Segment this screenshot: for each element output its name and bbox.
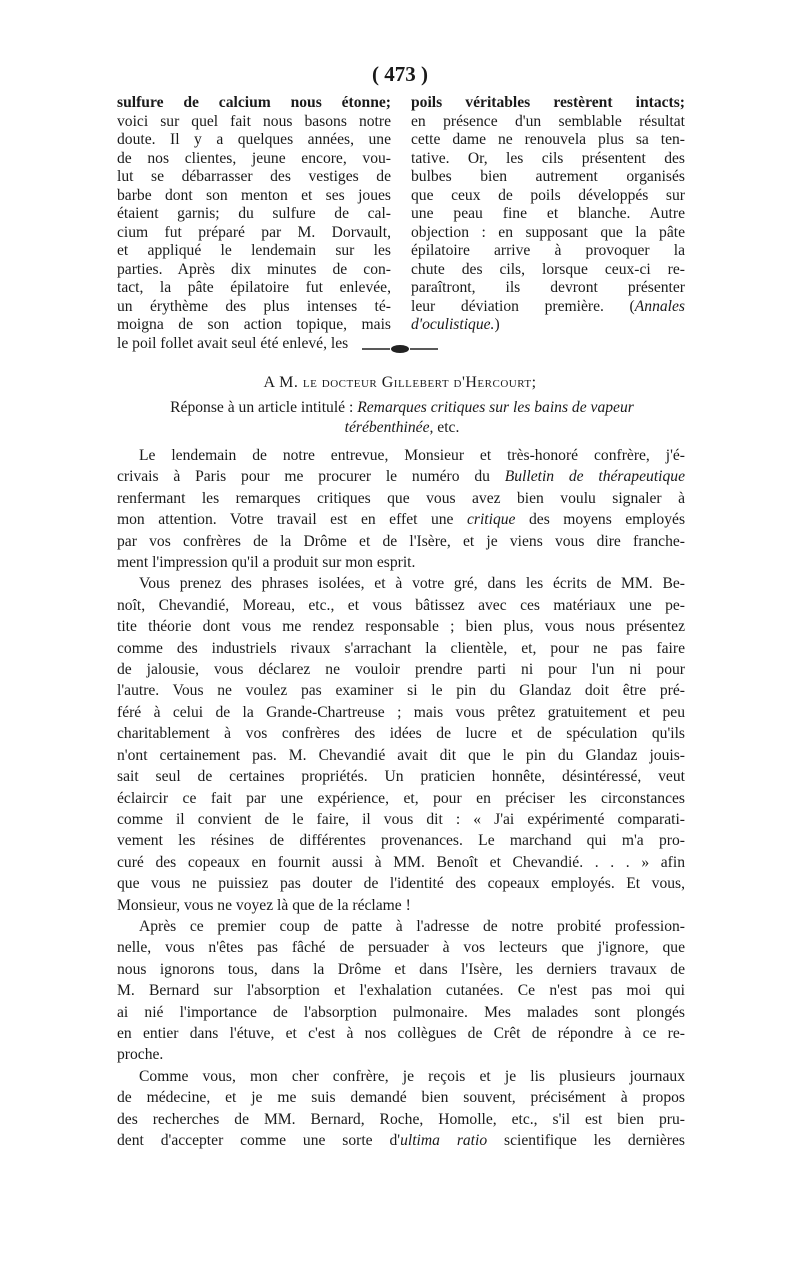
text-line: des recherches de MM. Bernard, Roche, Homolle, etc., s'il est bien pru- <box>117 1110 685 1128</box>
text-line: comme il convient de le faire, il vous dit : « J'ai expérimenté comparati- <box>117 810 685 828</box>
text-line: un érythème des plus intenses té- <box>117 297 391 315</box>
text-line: féré à celui de la Grande-Chartreuse ; mais vous prêtez gratuitement et peu <box>117 703 685 721</box>
text-line: curé des copeaux en fournit aussi à MM. Benoît et Chevandié. . . . » afin <box>117 853 685 871</box>
text-line: ment l'impression qu'il a produit sur mon esprit. <box>117 554 416 572</box>
letter-heading <box>0 374 800 392</box>
text-line: par vos confrères de la Drôme et de l'Isère, et je viens vous dire franche- <box>117 532 685 550</box>
article-title: térébenthinée, <box>344 419 434 436</box>
text-line: de médecine, et je me suis demandé bien souvent, précisément à propos <box>117 1089 685 1107</box>
text-line: ai nié l'importance de l'absorption pulmonaire. Mes malades sont plongés <box>117 1003 685 1021</box>
text-line: poils véritables restèrent intacts; <box>411 94 685 111</box>
subheading-tail: etc. <box>437 419 460 436</box>
text-line: barbe dont son menton et ses joues <box>117 186 391 204</box>
text-line: parties. Après dix minutes de con- <box>117 260 391 278</box>
text-run: ) <box>494 316 500 333</box>
text-run: mon attention. Votre travail est en effet une <box>117 511 454 529</box>
heading-prefix: A M. <box>263 374 299 391</box>
left-column <box>117 94 391 353</box>
text-line: moigna de son action topique, mais <box>117 316 391 333</box>
two-column-section <box>117 94 687 352</box>
right-column <box>411 94 685 335</box>
text-line: épilatoire arrive à provoquer la <box>411 242 685 259</box>
text-line: doute. Il y a quelques années, une <box>117 131 391 148</box>
text-run: dent d'accepter comme une sorte d' <box>117 1132 401 1149</box>
letter-body <box>117 445 685 1151</box>
text-line: objection : en supposant que la pâte <box>411 223 685 241</box>
journal-title: d'oculistique. <box>411 316 495 333</box>
text-line: chute des cils, lorsque ceux-ci re- <box>411 260 685 278</box>
text-line: l'autre. Vous ne voulez pas examiner si le pin du Glandaz doit être pré- <box>117 682 685 700</box>
text-line <box>117 466 685 487</box>
text-line: renfermant les remarques critiques que vous avez bien voulu signaler à <box>117 489 685 507</box>
text-line: M. Bernard sur l'absorption et l'exhalation cutanées. Ce n'est pas moi qui <box>117 982 685 1000</box>
text-line: nous ignorons tous, dans la Drôme et dans l'Isère, les derniers travaux de <box>117 960 685 978</box>
text-line: tact, la pâte épilatoire fut enlevée, <box>117 279 391 296</box>
text-line: cium fut préparé par M. Dorvault, <box>117 223 391 241</box>
emphasis: critique <box>466 511 516 529</box>
letter-subheading <box>117 398 687 438</box>
text-line: que ceux de poils développés sur <box>411 186 685 204</box>
text-run: des moyens employés <box>528 511 686 529</box>
text-line: de nos clientes, jeune encore, vou- <box>117 149 391 167</box>
text-line: cette dame ne renouvela plus sa ten- <box>411 131 685 148</box>
text-line <box>411 316 685 335</box>
text-line: étaient garnis; du sulfure de cal- <box>117 205 391 222</box>
text-line: Après ce premier coup de patte à l'adresse de notre probité profession- <box>139 917 685 935</box>
text-line: paraîtront, ils devront présenter <box>411 279 685 296</box>
text-line: Vous prenez des phrases isolées, et à votre gré, dans les écrits de MM. Be- <box>139 575 685 593</box>
journal-title: Annales <box>634 297 685 315</box>
text-line: et appliqué le lendemain sur les <box>117 242 391 259</box>
text-line: sulfure de calcium nous étonne; <box>117 94 391 111</box>
text-line: n'ont certainement pas. M. Chevandié avait dit que le pin du Glandaz jouis- <box>117 746 685 764</box>
text-line: noît, Chevandié, Moreau, etc., et vous bâtissez avec ces matériaux une pe- <box>117 596 685 614</box>
text-line: comme des industriels rivaux s'arrachant la clientèle, et, pour ne pas faire <box>117 639 685 657</box>
text-line: en entier dans l'étuve, et c'est à nos collègues de Crêt de répondre à ce re- <box>117 1024 685 1042</box>
text-line <box>411 298 685 317</box>
article-title: Remarques critiques sur les bains de vapeur <box>357 399 634 416</box>
text-line: charitablement à vos confrères des idées de lucre et de spéculation qu'ils <box>117 725 685 743</box>
text-line: Comme vous, mon cher confrère, je reçois et je lis plusieurs journaux <box>139 1067 685 1085</box>
text-run: crivais à Paris pour me procurer le numéro du <box>117 468 490 486</box>
text-line: bulbes bien autrement organisés <box>411 168 685 185</box>
text-line: tative. Or, les cils présentent des <box>411 149 685 167</box>
text-line <box>117 1130 685 1151</box>
text-line: nelle, vous n'êtes pas fâché de persuader à vos lecteurs que j'ignore, que <box>117 939 685 957</box>
text-line: tite théorie dont vous me rendez responsable ; bien plus, vous nous présentez <box>117 618 685 636</box>
emphasis: ultima ratio <box>400 1132 488 1149</box>
text-line: que vous ne puissiez pas douter de l'identité des copeaux employés. Et vous, <box>117 875 685 893</box>
heading-title: le docteur Gillebert d'Hercourt; <box>302 374 537 391</box>
page-number: ( 473 ) <box>372 62 428 86</box>
text-run: scientifique les dernières <box>504 1132 685 1149</box>
text-line: une peau fine et blanche. Autre <box>411 205 685 222</box>
journal-title: Bulletin de thérapeutique <box>504 468 685 486</box>
text-line: de jalousie, vous déclarez ne vouloir prendre parti ni pour l'un ni pour <box>117 661 685 679</box>
text-line: Monsieur, vous ne voyez là que de la réclame ! <box>117 896 411 914</box>
text-line <box>117 509 685 530</box>
text-run: leur déviation première. ( <box>411 297 635 315</box>
text-line: voici sur quel fait nous basons notre <box>117 112 391 130</box>
text-line: lut se débarrasser des vestiges de <box>117 168 391 185</box>
ornamental-separator <box>360 342 440 356</box>
text-line: vement les résines de différentes provenances. Le marchand qui m'a pro- <box>117 832 685 850</box>
text-line: le poil follet avait seul été enlevé, les <box>117 334 349 352</box>
text-line: proche. <box>117 1046 164 1064</box>
subheading-lead: Réponse à un article intitulé : <box>170 399 354 416</box>
text-line: éclaircir ce fait par une expérience, et, pour en préciser les circonstances <box>117 789 685 807</box>
text-line: Le lendemain de notre entrevue, Monsieur et très-honoré confrère, j'é- <box>139 447 685 464</box>
text-line: sait seul de certaines propriétés. Un praticien honnête, désintéressé, veut <box>117 768 685 786</box>
text-line: en présence d'un semblable résultat <box>411 112 685 130</box>
